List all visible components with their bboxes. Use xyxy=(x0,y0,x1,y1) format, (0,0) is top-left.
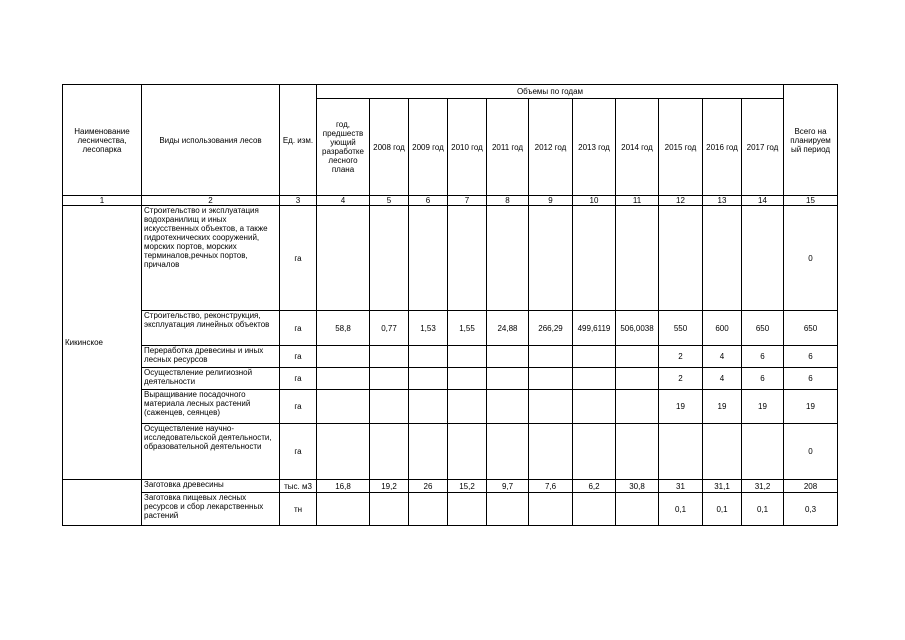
value-cell xyxy=(409,493,448,526)
usage-type-cell: Заготовка древесины xyxy=(142,480,280,493)
table-row xyxy=(63,311,838,346)
value-cell xyxy=(409,368,448,390)
total-cell: 19 xyxy=(784,390,838,424)
value-cell xyxy=(317,493,370,526)
header-year-col: 2010 год xyxy=(448,99,487,196)
usage-type-cell: Строительство и эксплуатация водохранилищ и иных искусственных объектов, а также гидротехнических сооружений, морских портов, морских терминалов,речных портов, причалов xyxy=(142,206,280,311)
value-cell: 31 xyxy=(659,480,703,493)
unit-cell: га xyxy=(280,390,317,424)
value-cell xyxy=(742,424,784,480)
value-cell xyxy=(616,346,659,368)
value-cell: 30,8 xyxy=(616,480,659,493)
column-number: 9 xyxy=(529,196,573,206)
header-volumes-by-year: Объемы по годам xyxy=(317,85,784,99)
value-cell xyxy=(487,493,529,526)
table-row xyxy=(63,368,838,390)
value-cell: 650 xyxy=(742,311,784,346)
total-cell: 0 xyxy=(784,424,838,480)
value-cell xyxy=(448,368,487,390)
value-cell: 506,0038 xyxy=(616,311,659,346)
header-year-col: год, предшеств ующий разработке лесного плана xyxy=(317,99,370,196)
table-row xyxy=(63,346,838,368)
header-year-col: 2008 год xyxy=(370,99,409,196)
value-cell xyxy=(703,424,742,480)
total-cell: 650 xyxy=(784,311,838,346)
column-number: 4 xyxy=(317,196,370,206)
unit-cell: га xyxy=(280,424,317,480)
value-cell: 600 xyxy=(703,311,742,346)
column-number: 7 xyxy=(448,196,487,206)
header-year-col: 2015 год xyxy=(659,99,703,196)
column-number: 8 xyxy=(487,196,529,206)
value-cell: 0,1 xyxy=(742,493,784,526)
total-cell: 6 xyxy=(784,368,838,390)
value-cell: 6,2 xyxy=(573,480,616,493)
value-cell: 7,6 xyxy=(529,480,573,493)
value-cell xyxy=(448,493,487,526)
column-number: 2 xyxy=(142,196,280,206)
value-cell xyxy=(529,493,573,526)
column-number: 12 xyxy=(659,196,703,206)
value-cell xyxy=(616,368,659,390)
value-cell: 6 xyxy=(742,346,784,368)
value-cell xyxy=(742,206,784,311)
header-year-col: 2016 год xyxy=(703,99,742,196)
value-cell: 19 xyxy=(742,390,784,424)
value-cell xyxy=(317,346,370,368)
value-cell xyxy=(317,368,370,390)
value-cell: 0,1 xyxy=(703,493,742,526)
value-cell xyxy=(616,493,659,526)
usage-type-cell: Осуществление научно-исследовательской деятельности, образовательной деятельности xyxy=(142,424,280,480)
column-number: 5 xyxy=(370,196,409,206)
value-cell: 499,6119 xyxy=(573,311,616,346)
value-cell xyxy=(616,390,659,424)
value-cell xyxy=(529,424,573,480)
value-cell xyxy=(370,206,409,311)
value-cell xyxy=(370,368,409,390)
value-cell: 19,2 xyxy=(370,480,409,493)
column-number: 6 xyxy=(409,196,448,206)
value-cell: 9,7 xyxy=(487,480,529,493)
value-cell xyxy=(487,346,529,368)
value-cell: 266,29 xyxy=(529,311,573,346)
header-year-col: 2011 год xyxy=(487,99,529,196)
value-cell xyxy=(573,346,616,368)
forestry-name-cell xyxy=(63,480,142,526)
value-cell xyxy=(487,206,529,311)
usage-type-cell: Строительство, реконструкция, эксплуатация линейных объектов xyxy=(142,311,280,346)
value-cell xyxy=(573,206,616,311)
unit-cell: тыс. м3 xyxy=(280,480,317,493)
value-cell xyxy=(370,346,409,368)
value-cell: 550 xyxy=(659,311,703,346)
value-cell: 16,8 xyxy=(317,480,370,493)
value-cell xyxy=(703,206,742,311)
header-year-col: 2017 год xyxy=(742,99,784,196)
value-cell xyxy=(487,424,529,480)
column-number: 10 xyxy=(573,196,616,206)
value-cell xyxy=(317,390,370,424)
value-cell xyxy=(487,390,529,424)
header-forestry: Наименование лесничества, лесопарка xyxy=(63,85,142,196)
value-cell: 19 xyxy=(659,390,703,424)
table-row xyxy=(63,390,838,424)
value-cell: 0,1 xyxy=(659,493,703,526)
value-cell xyxy=(529,390,573,424)
value-cell: 19 xyxy=(703,390,742,424)
value-cell xyxy=(409,390,448,424)
value-cell xyxy=(659,424,703,480)
value-cell xyxy=(317,206,370,311)
value-cell xyxy=(573,368,616,390)
value-cell: 1,53 xyxy=(409,311,448,346)
value-cell xyxy=(529,346,573,368)
value-cell: 24,88 xyxy=(487,311,529,346)
total-cell: 0,3 xyxy=(784,493,838,526)
value-cell xyxy=(317,424,370,480)
value-cell xyxy=(409,206,448,311)
value-cell xyxy=(659,206,703,311)
value-cell xyxy=(573,424,616,480)
value-cell xyxy=(448,206,487,311)
total-cell: 6 xyxy=(784,346,838,368)
value-cell: 2 xyxy=(659,368,703,390)
value-cell xyxy=(448,424,487,480)
usage-type-cell: Осуществление религиозной деятельности xyxy=(142,368,280,390)
value-cell xyxy=(487,368,529,390)
total-cell: 0 xyxy=(784,206,838,311)
table-row xyxy=(63,424,838,480)
value-cell xyxy=(573,493,616,526)
unit-cell: га xyxy=(280,311,317,346)
usage-type-cell: Переработка древесины и иных лесных ресурсов xyxy=(142,346,280,368)
value-cell xyxy=(616,206,659,311)
column-number: 13 xyxy=(703,196,742,206)
table-row xyxy=(63,480,838,493)
value-cell xyxy=(529,206,573,311)
value-cell xyxy=(370,493,409,526)
value-cell: 58,8 xyxy=(317,311,370,346)
header-year-col: 2013 год xyxy=(573,99,616,196)
value-cell: 2 xyxy=(659,346,703,368)
usage-type-cell: Выращивание посадочного материала лесных растений (саженцев, сеянцев) xyxy=(142,390,280,424)
column-number: 15 xyxy=(784,196,838,206)
value-cell: 4 xyxy=(703,346,742,368)
header-total: Всего на планируем ый период xyxy=(784,85,838,196)
value-cell xyxy=(409,346,448,368)
unit-cell: га xyxy=(280,206,317,311)
header-usage-type: Виды использования лесов xyxy=(142,85,280,196)
column-number: 14 xyxy=(742,196,784,206)
value-cell xyxy=(409,424,448,480)
value-cell: 31,1 xyxy=(703,480,742,493)
value-cell xyxy=(529,368,573,390)
unit-cell: тн xyxy=(280,493,317,526)
unit-cell: га xyxy=(280,346,317,368)
header-year-col: 2012 год xyxy=(529,99,573,196)
header-year-col: 2014 год xyxy=(616,99,659,196)
table-row xyxy=(63,493,838,526)
value-cell xyxy=(573,390,616,424)
total-cell: 208 xyxy=(784,480,838,493)
table-row xyxy=(63,206,838,311)
forestry-name-cell: Кикинское xyxy=(63,206,142,480)
value-cell xyxy=(448,390,487,424)
header-unit: Ед. изм. xyxy=(280,85,317,196)
header-year-col: 2009 год xyxy=(409,99,448,196)
usage-type-cell: Заготовка пищевых лесных ресурсов и сбор лекарственных растений xyxy=(142,493,280,526)
value-cell xyxy=(616,424,659,480)
column-number: 3 xyxy=(280,196,317,206)
column-number: 11 xyxy=(616,196,659,206)
table-body xyxy=(63,206,838,526)
value-cell: 0,77 xyxy=(370,311,409,346)
value-cell xyxy=(370,424,409,480)
unit-cell: га xyxy=(280,368,317,390)
value-cell: 1,55 xyxy=(448,311,487,346)
column-number-row xyxy=(63,196,838,206)
value-cell: 15,2 xyxy=(448,480,487,493)
value-cell: 26 xyxy=(409,480,448,493)
value-cell: 6 xyxy=(742,368,784,390)
column-number: 1 xyxy=(63,196,142,206)
value-cell: 31,2 xyxy=(742,480,784,493)
value-cell xyxy=(370,390,409,424)
value-cell: 4 xyxy=(703,368,742,390)
forest-use-volumes-table xyxy=(62,84,838,526)
value-cell xyxy=(448,346,487,368)
